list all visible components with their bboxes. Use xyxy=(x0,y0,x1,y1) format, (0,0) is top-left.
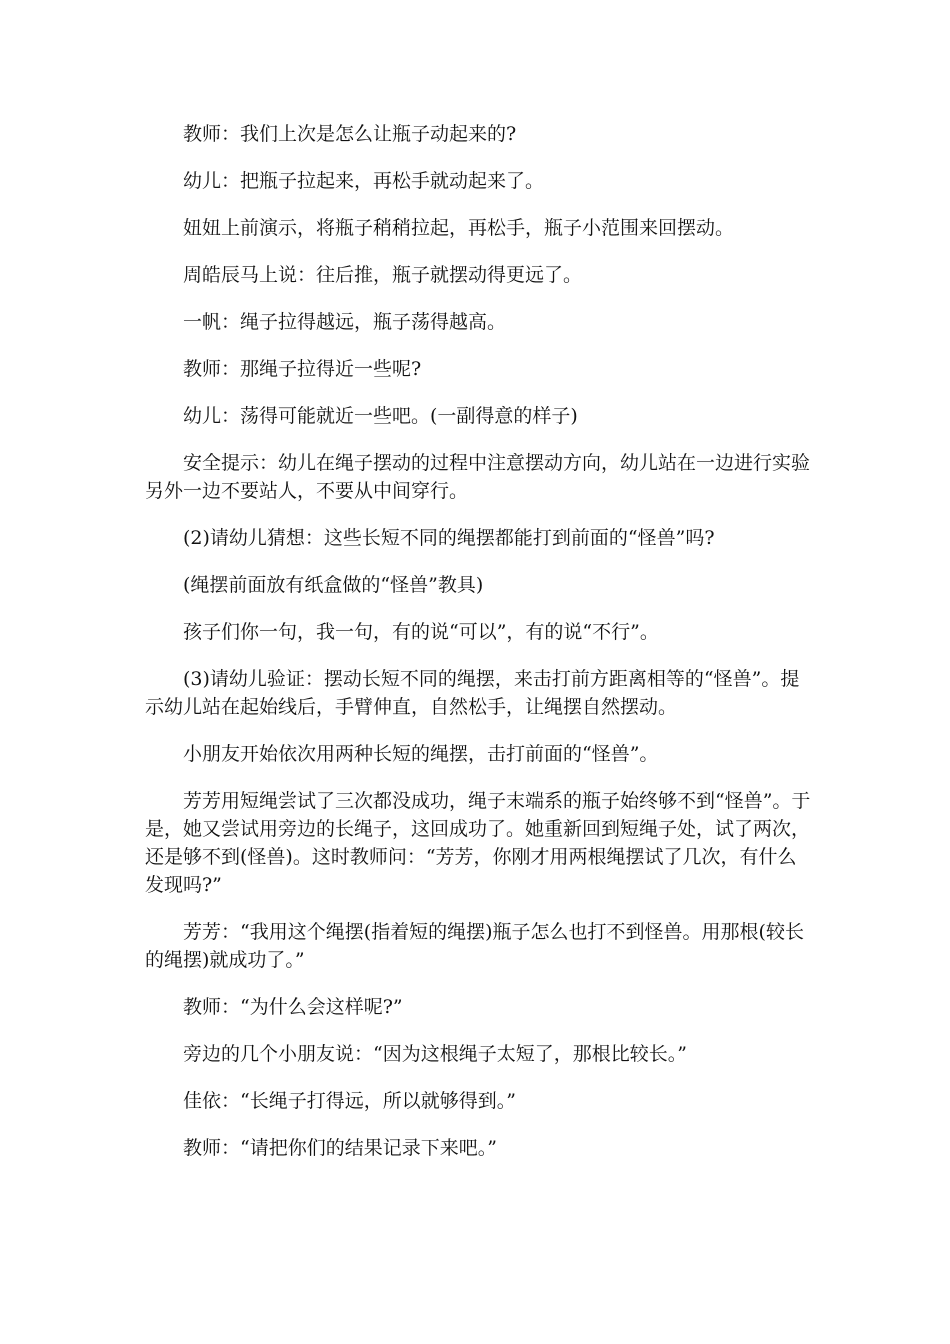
paragraph-teacher-why: 教师：“为什么会这样呢?” xyxy=(183,996,403,1018)
paragraph-teacher-closer: 教师：那绳子拉得近一些呢? xyxy=(183,358,422,380)
paragraph-fangfang-attempts: 芳芳用短绳尝试了三次都没成功，绳子末端系的瓶子始终够不到“怪兽”。于是，她又尝试用旁边的长绳子，这回成功了。她重新回到短绳子处，试了两次，还是够不到(怪兽)。这时教师问：“芳芳，你刚才用两根绳摆试了几次，有什么发现吗?” xyxy=(145,790,811,896)
paragraph-teacher-question: 教师：我们上次是怎么让瓶子动起来的? xyxy=(183,123,517,145)
paragraph-jiayi: 佳依：“长绳子打得远，所以就够得到。” xyxy=(183,1090,516,1112)
paragraph-children-explain: 旁边的几个小朋友说：“因为这根绳子太短了，那根比较长。” xyxy=(183,1043,687,1065)
paragraph-children-responses: 孩子们你一句，我一句，有的说“可以”，有的说“不行”。 xyxy=(183,621,659,643)
paragraph-child-answer: 幼儿：把瓶子拉起来，再松手就动起来了。 xyxy=(183,170,545,192)
paragraph-safety-tip: 安全提示：幼儿在绳子摆动的过程中注意摆动方向，幼儿站在一边进行实验另外一边不要站人，不要从中间穿行。 xyxy=(145,452,811,502)
paragraph-child-closer: 幼儿：荡得可能就近一些吧。(一副得意的样子) xyxy=(183,405,578,427)
paragraph-zhou-haochen: 周皓辰马上说：往后推，瓶子就摆动得更远了。 xyxy=(183,264,583,286)
paragraph-niuniu-demo: 妞妞上前演示，将瓶子稍稍拉起，再松手，瓶子小范围来回摆动。 xyxy=(183,217,735,239)
paragraph-fangfang-answer: 芳芳：“我用这个绳摆(指着短的绳摆)瓶子怎么也打不到怪兽。用那根(较长的绳摆)就成功了。” xyxy=(145,921,804,971)
paragraph-yifan: 一帆：绳子拉得越远，瓶子荡得越高。 xyxy=(183,311,507,333)
paragraph-teacher-record: 教师：“请把你们的结果记录下来吧。” xyxy=(183,1137,497,1159)
paragraph-children-start: 小朋友开始依次用两种长短的绳摆，击打前面的“怪兽”。 xyxy=(183,743,659,765)
paragraph-step-2-guess: (2)请幼儿猜想：这些长短不同的绳摆都能打到前面的“怪兽”吗? xyxy=(183,527,715,549)
paragraph-step-3-verify: (3)请幼儿验证：摆动长短不同的绳摆，来击打前方距离相等的“怪兽”。提示幼儿站在起始线后，手臂伸直，自然松手，让绳摆自然摆动。 xyxy=(145,668,800,718)
document-body xyxy=(145,120,813,1181)
paragraph-monster-prop: (绳摆前面放有纸盒做的“怪兽”教具) xyxy=(183,574,484,596)
